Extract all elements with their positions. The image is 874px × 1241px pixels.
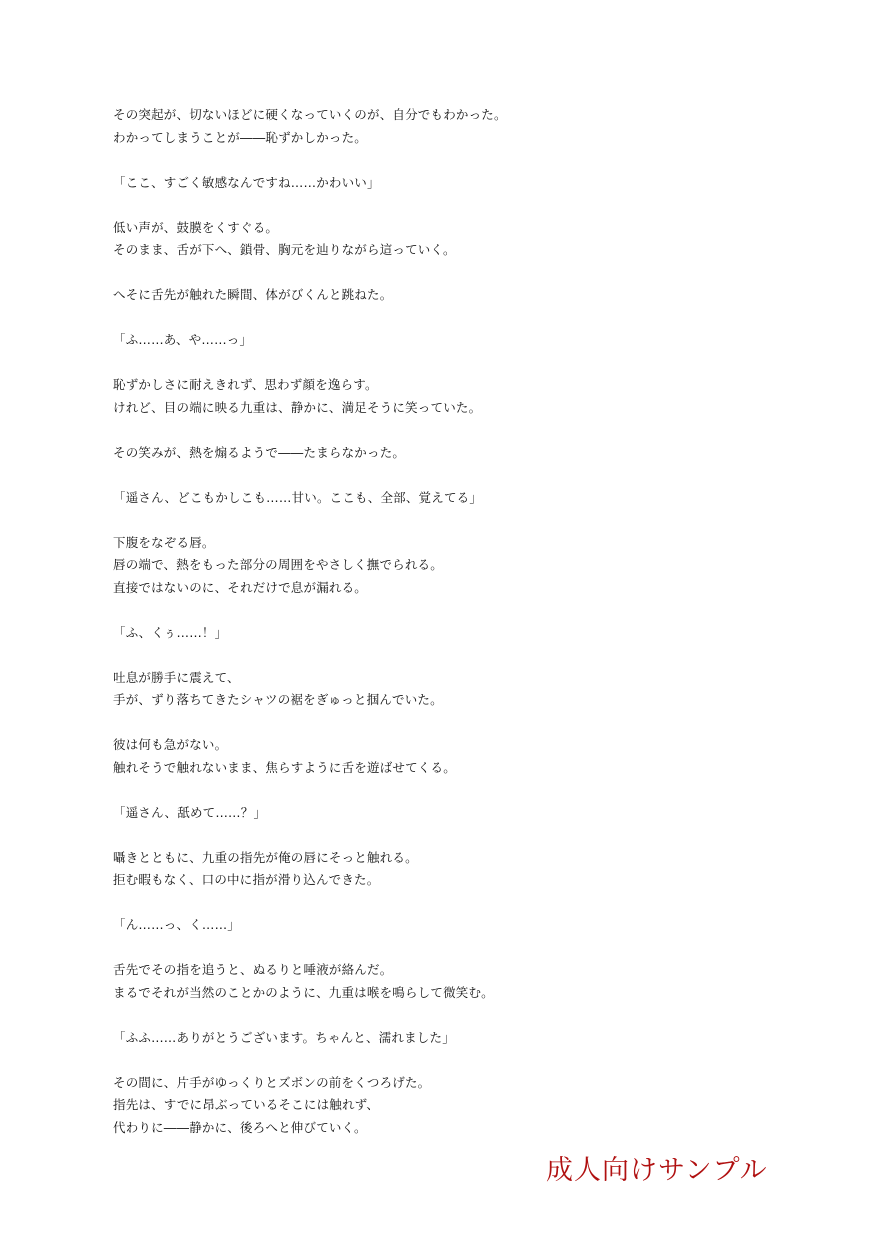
blank-line [113,892,813,915]
text-line: 触れそうで触れないまま、焦らすように舌を遊ばせてくる。 [113,759,456,775]
blank-line [113,262,813,285]
dialogue-line: 「ん……っ、く……」 [113,917,241,932]
blank-line [113,644,813,667]
text-line: 拒む暇もなく、口の中に指が滑り込んできた。 [113,872,380,887]
blank-line [113,352,813,375]
dialogue-line: 「ふ……あ、や……っ」 [113,332,253,347]
dialogue-line: 「ふふ……ありがとうございます。ちゃんと、濡れました」 [113,1029,455,1045]
blank-line [113,307,813,330]
blank-line [113,509,813,532]
blank-line [113,599,813,622]
blank-line [113,194,813,217]
text-line: けれど、目の端に映る九重は、静かに、満足そうに笑っていた。 [113,399,482,415]
text-line: 代わりに――静かに、後ろへと伸びていく。 [113,1119,367,1135]
blank-line [113,1004,813,1027]
dialogue-line: 「遥さん、舐めて……？」 [113,804,267,820]
text-line: へそに舌先が触れた瞬間、体がびくんと跳ねた。 [113,287,393,302]
text-line: 吐息が勝手に震えて、 [113,669,240,685]
blank-line [113,937,813,960]
text-line: その突起が、切ないほどに硬くなっていくのが、自分でもわかった。 [113,107,507,122]
blank-line [113,1049,813,1072]
blank-line [113,419,813,442]
text-line: そのまま、舌が下へ、鎖骨、胸元を辿りながら這っていく。 [113,242,456,257]
text-line: 下腹をなぞる唇。 [113,534,215,550]
text-line: わかってしまうことが――恥ずかしかった。 [113,129,368,145]
text-line: 彼は何も急がない。 [113,737,228,752]
blank-line [113,824,813,847]
dialogue-line: 「ふ、くぅ……！」 [113,624,228,640]
text-line: 恥ずかしさに耐えきれず、思わず顔を逸らす。 [113,377,378,392]
blank-line [113,712,813,735]
text-line: 指先は、すでに昂ぶっているそこには触れず、 [113,1097,380,1112]
sample-watermark: 成人向けサンプル [546,1155,768,1186]
text-line: その笑みが、熱を煽るようで――たまらなかった。 [113,444,406,460]
text-line: 囁きとともに、九重の指先が俺の唇にそっと触れる。 [113,849,418,865]
page-body [113,104,813,1139]
blank-line [113,779,813,802]
text-line: 舌先でその指を追うと、ぬるりと唾液が絡んだ。 [113,962,393,977]
dialogue-line: 「ここ、すごく敏感なんですね……かわいい」 [113,174,380,190]
dialogue-line: 「遥さん、どこもかしこも……甘い。ここも、全部、覚えてる」 [113,489,483,505]
text-line: その間に、片手がゆっくりとズボンの前をくつろげた。 [113,1074,431,1090]
blank-line [113,149,813,172]
text-line: まるでそれが当然のことかのように、九重は喉を鳴らして微笑む。 [113,984,494,1000]
blank-line [113,464,813,487]
text-line: 低い声が、鼓膜をくすぐる。 [113,219,279,235]
text-line: 直接ではないのに、それだけで息が漏れる。 [113,579,368,595]
text-line: 唇の端で、熱をもった部分の周囲をやさしく撫でられる。 [113,557,443,572]
text-line: 手が、ずり落ちてきたシャツの裾をぎゅっと掴んでいた。 [113,692,443,707]
